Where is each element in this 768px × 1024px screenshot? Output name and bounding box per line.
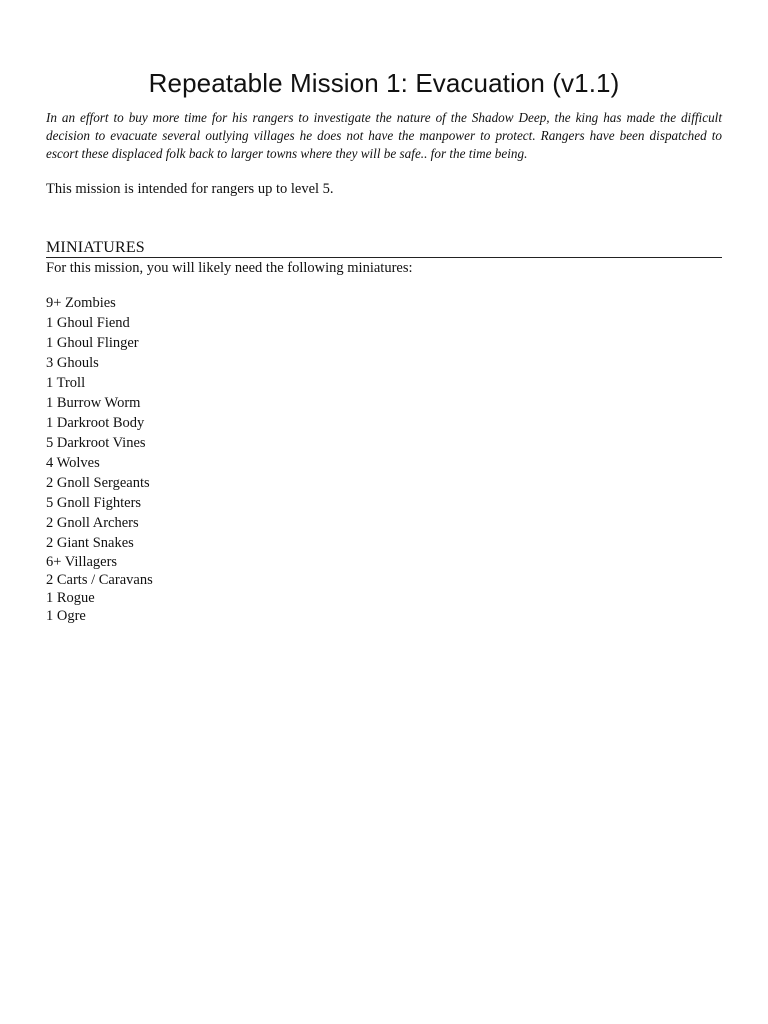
list-item: 1 Ghoul Fiend bbox=[46, 315, 130, 331]
list-item: 1 Rogue bbox=[46, 590, 95, 606]
document-page bbox=[46, 68, 722, 625]
list-item: 1 Darkroot Body bbox=[46, 415, 145, 431]
list-item: 2 Carts / Caravans bbox=[46, 572, 153, 588]
miniatures-heading: MINIATURES bbox=[46, 239, 145, 256]
section-divider bbox=[46, 257, 722, 258]
intro-paragraph: In an effort to buy more time for his rangers to investigate the nature of the Shadow Deep, the king has made the difficult decision to evacuate several outlying villages he does not have the manpower to protect. Rangers have been dispatched to escort these displaced folk back to larger towns where they will be safe.. for the time being. bbox=[46, 110, 722, 161]
page-title: Repeatable Mission 1: Evacuation (v1.1) bbox=[148, 68, 620, 98]
list-item: 5 Gnoll Fighters bbox=[46, 495, 142, 511]
miniatures-intro: For this mission, you will likely need the following miniatures: bbox=[46, 260, 413, 276]
list-item: 1 Troll bbox=[46, 375, 86, 391]
list-item: 4 Wolves bbox=[46, 455, 100, 471]
list-item: 1 Ogre bbox=[46, 608, 86, 624]
list-item: 2 Gnoll Archers bbox=[46, 515, 139, 531]
list-item: 1 Burrow Worm bbox=[46, 395, 141, 411]
list-item: 2 Giant Snakes bbox=[46, 535, 134, 551]
list-item: 2 Gnoll Sergeants bbox=[46, 475, 150, 491]
list-item: 6+ Villagers bbox=[46, 554, 118, 570]
list-item: 5 Darkroot Vines bbox=[46, 435, 146, 451]
list-item: 9+ Zombies bbox=[46, 295, 116, 311]
miniatures-list bbox=[46, 293, 722, 625]
list-item: 3 Ghouls bbox=[46, 355, 99, 371]
list-item: 1 Ghoul Flinger bbox=[46, 335, 139, 351]
level-note: This mission is intended for rangers up to level 5. bbox=[46, 181, 334, 197]
